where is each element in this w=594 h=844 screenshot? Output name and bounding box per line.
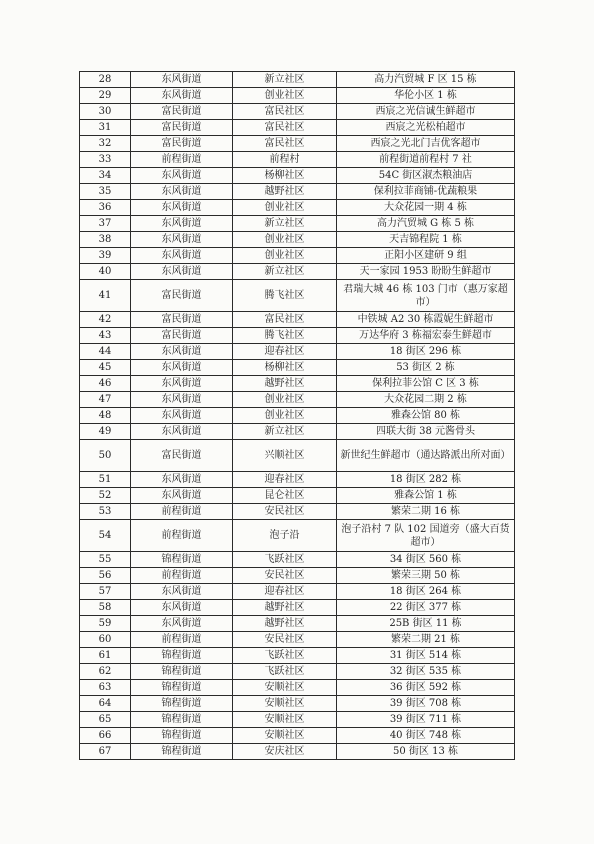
community-cell: 杨柳社区: [233, 360, 337, 376]
row-number-cell: 52: [80, 488, 131, 504]
row-number-cell: 54: [80, 520, 131, 552]
table-row: [80, 72, 515, 88]
row-number-cell: 30: [80, 104, 131, 120]
community-cell: 腾飞社区: [233, 328, 337, 344]
table-row: [80, 488, 515, 504]
table-row: [80, 136, 515, 152]
community-cell: 安民社区: [233, 632, 337, 648]
location-cell: 正阳小区建研 9 组: [337, 248, 515, 264]
street-cell: 东风街道: [131, 168, 233, 184]
community-cell: 安顺社区: [233, 696, 337, 712]
street-cell: 富民街道: [131, 312, 233, 328]
table-row: [80, 616, 515, 632]
table-row: [80, 328, 515, 344]
street-cell: 东风街道: [131, 424, 233, 440]
community-cell: 安顺社区: [233, 680, 337, 696]
community-cell: 迎春社区: [233, 344, 337, 360]
table-row: [80, 440, 515, 472]
table-row: [80, 184, 515, 200]
row-number-cell: 29: [80, 88, 131, 104]
community-cell: 安民社区: [233, 568, 337, 584]
table-row: [80, 152, 515, 168]
street-cell: 富民街道: [131, 328, 233, 344]
table-row: [80, 280, 515, 312]
community-cell: 杨柳社区: [233, 168, 337, 184]
location-cell: 31 街区 514 栋: [337, 648, 515, 664]
location-cell: 中铁城 A2 30 栋霞妮生鲜超市: [337, 312, 515, 328]
community-cell: 越野社区: [233, 616, 337, 632]
row-number-cell: 63: [80, 680, 131, 696]
location-cell: 保利拉菲公馆 C 区 3 栋: [337, 376, 515, 392]
community-cell: 安顺社区: [233, 728, 337, 744]
table-row: [80, 344, 515, 360]
street-cell: 东风街道: [131, 248, 233, 264]
community-cell: 富民社区: [233, 120, 337, 136]
location-cell: 君瑞大城 46 栋 103 门市（惠万家超市）: [337, 280, 515, 312]
community-cell: 安民社区: [233, 504, 337, 520]
row-number-cell: 38: [80, 232, 131, 248]
table-row: [80, 744, 515, 760]
street-cell: 前程街道: [131, 632, 233, 648]
street-cell: 东风街道: [131, 232, 233, 248]
community-cell: 越野社区: [233, 600, 337, 616]
table-row: [80, 264, 515, 280]
street-cell: 前程街道: [131, 504, 233, 520]
community-cell: 新立社区: [233, 424, 337, 440]
row-number-cell: 58: [80, 600, 131, 616]
row-number-cell: 57: [80, 584, 131, 600]
row-number-cell: 44: [80, 344, 131, 360]
community-cell: 飞跃社区: [233, 552, 337, 568]
location-cell: 天吉锦程院 1 栋: [337, 232, 515, 248]
row-number-cell: 28: [80, 72, 131, 88]
street-cell: 锦程街道: [131, 680, 233, 696]
table-row: [80, 312, 515, 328]
row-number-cell: 65: [80, 712, 131, 728]
row-number-cell: 31: [80, 120, 131, 136]
community-cell: 富民社区: [233, 312, 337, 328]
community-cell: 新立社区: [233, 264, 337, 280]
table-row: [80, 504, 515, 520]
table-row: [80, 200, 515, 216]
street-cell: 前程街道: [131, 568, 233, 584]
location-cell: 华伦小区 1 栋: [337, 88, 515, 104]
location-cell: 50 街区 13 栋: [337, 744, 515, 760]
row-number-cell: 45: [80, 360, 131, 376]
row-number-cell: 43: [80, 328, 131, 344]
street-cell: 锦程街道: [131, 728, 233, 744]
location-cell: 25B 街区 11 栋: [337, 616, 515, 632]
location-cell: 54C 街区淑杰粮油店: [337, 168, 515, 184]
location-cell: 西宸之光北门吉优客超市: [337, 136, 515, 152]
location-cell: 34 街区 560 栋: [337, 552, 515, 568]
street-cell: 锦程街道: [131, 664, 233, 680]
location-cell: 繁荣二期 16 栋: [337, 504, 515, 520]
table-row: [80, 520, 515, 552]
location-cell: 53 街区 2 栋: [337, 360, 515, 376]
street-cell: 东风街道: [131, 88, 233, 104]
street-cell: 东风街道: [131, 584, 233, 600]
row-number-cell: 60: [80, 632, 131, 648]
table-row: [80, 552, 515, 568]
community-cell: 创业社区: [233, 232, 337, 248]
row-number-cell: 49: [80, 424, 131, 440]
row-number-cell: 64: [80, 696, 131, 712]
location-cell: 前程街道前程村 7 社: [337, 152, 515, 168]
location-cell: 西宸之光信诚生鲜超市: [337, 104, 515, 120]
location-cell: 天一家园 1953 盼盼生鲜超市: [337, 264, 515, 280]
row-number-cell: 37: [80, 216, 131, 232]
location-cell: 繁荣三期 50 栋: [337, 568, 515, 584]
community-cell: 富民社区: [233, 104, 337, 120]
table-row: [80, 568, 515, 584]
table-row: [80, 472, 515, 488]
location-cell: 大众花园二期 2 栋: [337, 392, 515, 408]
community-cell: 新立社区: [233, 72, 337, 88]
street-cell: 东风街道: [131, 600, 233, 616]
row-number-cell: 66: [80, 728, 131, 744]
community-cell: 前程村: [233, 152, 337, 168]
street-cell: 东风街道: [131, 264, 233, 280]
location-cell: 大众花园一期 4 栋: [337, 200, 515, 216]
community-cell: 兴顺社区: [233, 440, 337, 472]
row-number-cell: 42: [80, 312, 131, 328]
site-table: [79, 71, 515, 760]
street-cell: 富民街道: [131, 104, 233, 120]
row-number-cell: 33: [80, 152, 131, 168]
row-number-cell: 53: [80, 504, 131, 520]
location-cell: 雅森公馆 80 栋: [337, 408, 515, 424]
community-cell: 飞跃社区: [233, 648, 337, 664]
table-row: [80, 392, 515, 408]
location-cell: 32 街区 535 栋: [337, 664, 515, 680]
row-number-cell: 67: [80, 744, 131, 760]
table-row: [80, 120, 515, 136]
table-row: [80, 360, 515, 376]
table-row: [80, 664, 515, 680]
row-number-cell: 59: [80, 616, 131, 632]
street-cell: 锦程街道: [131, 712, 233, 728]
location-cell: 高力汽贸城 F 区 15 栋: [337, 72, 515, 88]
row-number-cell: 34: [80, 168, 131, 184]
community-cell: 昆仑社区: [233, 488, 337, 504]
street-cell: 东风街道: [131, 392, 233, 408]
location-cell: 繁荣二期 21 栋: [337, 632, 515, 648]
table-row: [80, 376, 515, 392]
street-cell: 锦程街道: [131, 744, 233, 760]
location-cell: 40 街区 748 栋: [337, 728, 515, 744]
street-cell: 锦程街道: [131, 648, 233, 664]
community-cell: 越野社区: [233, 184, 337, 200]
row-number-cell: 62: [80, 664, 131, 680]
row-number-cell: 47: [80, 392, 131, 408]
community-cell: 泡子沿: [233, 520, 337, 552]
street-cell: 东风街道: [131, 376, 233, 392]
table-row: [80, 88, 515, 104]
table-row: [80, 632, 515, 648]
street-cell: 东风街道: [131, 488, 233, 504]
street-cell: 东风街道: [131, 184, 233, 200]
table-row: [80, 216, 515, 232]
row-number-cell: 61: [80, 648, 131, 664]
community-cell: 迎春社区: [233, 584, 337, 600]
community-cell: 创业社区: [233, 392, 337, 408]
community-cell: 迎春社区: [233, 472, 337, 488]
row-number-cell: 32: [80, 136, 131, 152]
location-cell: 18 街区 264 栋: [337, 584, 515, 600]
street-cell: 东风街道: [131, 72, 233, 88]
street-cell: 富民街道: [131, 440, 233, 472]
street-cell: 前程街道: [131, 520, 233, 552]
location-cell: 36 街区 592 栋: [337, 680, 515, 696]
location-cell: 39 街区 708 栋: [337, 696, 515, 712]
table-row: [80, 424, 515, 440]
street-cell: 东风街道: [131, 344, 233, 360]
street-cell: 前程街道: [131, 152, 233, 168]
row-number-cell: 46: [80, 376, 131, 392]
row-number-cell: 50: [80, 440, 131, 472]
location-cell: 18 街区 296 栋: [337, 344, 515, 360]
street-cell: 东风街道: [131, 472, 233, 488]
table-row: [80, 600, 515, 616]
row-number-cell: 51: [80, 472, 131, 488]
street-cell: 锦程街道: [131, 552, 233, 568]
table-body: [80, 72, 515, 760]
community-cell: 飞跃社区: [233, 664, 337, 680]
location-cell: 雅森公馆 1 栋: [337, 488, 515, 504]
table-row: [80, 104, 515, 120]
table-row: [80, 696, 515, 712]
table-row: [80, 408, 515, 424]
street-cell: 锦程街道: [131, 696, 233, 712]
table-row: [80, 168, 515, 184]
table-row: [80, 248, 515, 264]
table-row: [80, 712, 515, 728]
community-cell: 新立社区: [233, 216, 337, 232]
table-row: [80, 232, 515, 248]
location-cell: 高力汽贸城 G 栋 5 栋: [337, 216, 515, 232]
location-cell: 泡子沿村 7 队 102 国道旁（盛大百货超市）: [337, 520, 515, 552]
community-cell: 创业社区: [233, 408, 337, 424]
community-cell: 富民社区: [233, 136, 337, 152]
community-cell: 创业社区: [233, 248, 337, 264]
street-cell: 东风街道: [131, 200, 233, 216]
location-cell: 22 街区 377 栋: [337, 600, 515, 616]
row-number-cell: 48: [80, 408, 131, 424]
location-cell: 保利拉菲商铺-优蔬粮果: [337, 184, 515, 200]
row-number-cell: 56: [80, 568, 131, 584]
table-row: [80, 584, 515, 600]
row-number-cell: 55: [80, 552, 131, 568]
table-row: [80, 648, 515, 664]
row-number-cell: 39: [80, 248, 131, 264]
community-cell: 腾飞社区: [233, 280, 337, 312]
street-cell: 东风街道: [131, 408, 233, 424]
location-cell: 18 街区 282 栋: [337, 472, 515, 488]
street-cell: 富民街道: [131, 120, 233, 136]
row-number-cell: 41: [80, 280, 131, 312]
community-cell: 创业社区: [233, 88, 337, 104]
street-cell: 东风街道: [131, 360, 233, 376]
street-cell: 东风街道: [131, 216, 233, 232]
location-cell: 新世纪生鲜超市（通达路派出所对面）: [337, 440, 515, 472]
table-row: [80, 728, 515, 744]
community-cell: 安庆社区: [233, 744, 337, 760]
location-cell: 万达华府 3 栋福宏泰生鲜超市: [337, 328, 515, 344]
community-cell: 安顺社区: [233, 712, 337, 728]
location-cell: 四联大街 38 元酱骨头: [337, 424, 515, 440]
row-number-cell: 36: [80, 200, 131, 216]
community-cell: 越野社区: [233, 376, 337, 392]
document-page: [79, 71, 514, 760]
row-number-cell: 35: [80, 184, 131, 200]
location-cell: 西宸之光松柏超市: [337, 120, 515, 136]
street-cell: 富民街道: [131, 136, 233, 152]
community-cell: 创业社区: [233, 200, 337, 216]
street-cell: 东风街道: [131, 616, 233, 632]
street-cell: 富民街道: [131, 280, 233, 312]
row-number-cell: 40: [80, 264, 131, 280]
location-cell: 39 街区 711 栋: [337, 712, 515, 728]
table-row: [80, 680, 515, 696]
